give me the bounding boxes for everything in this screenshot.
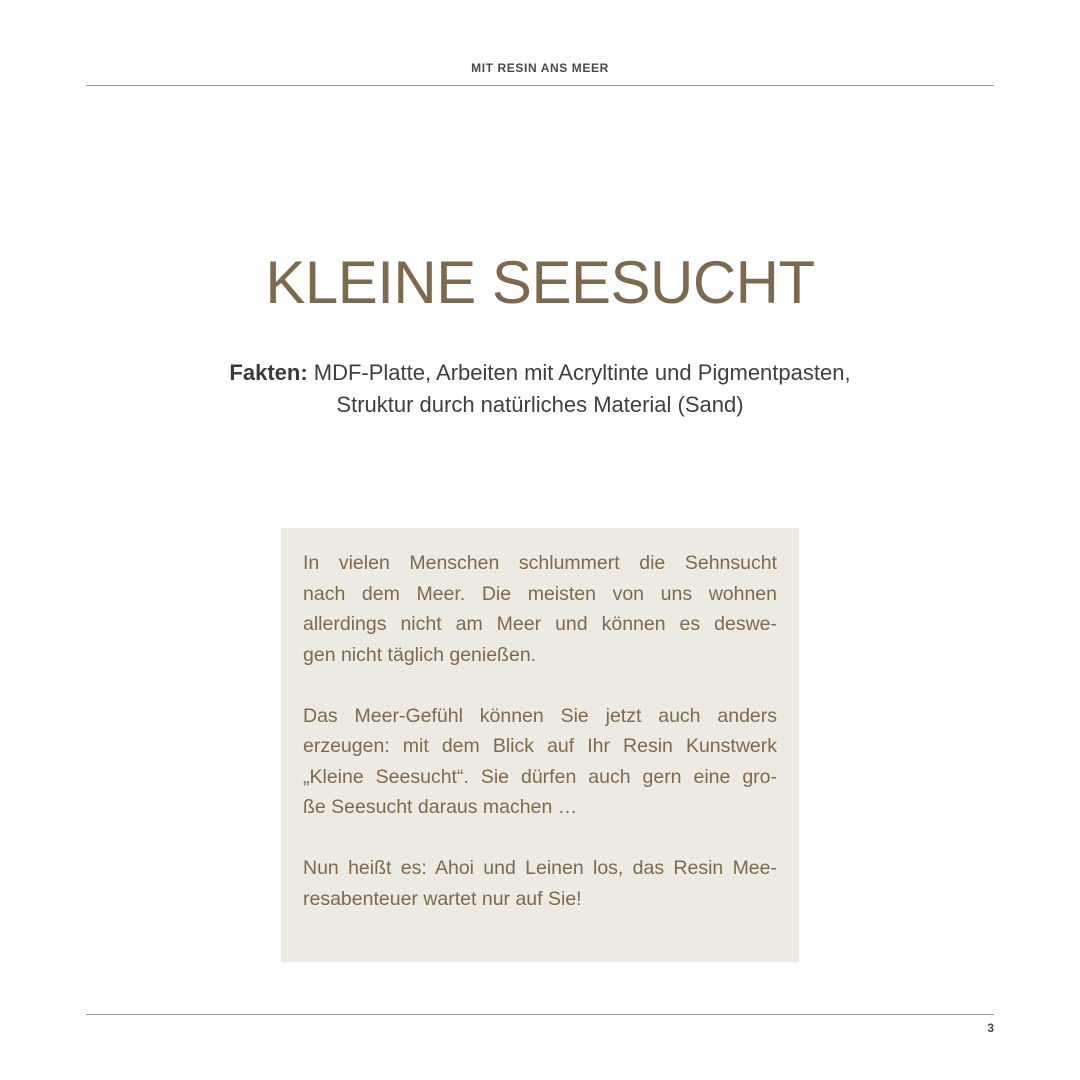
text-line: nach dem Meer. Die meisten von uns wohnen	[303, 582, 777, 605]
facts-label: Fakten:	[229, 360, 308, 385]
text-line: allerdings nicht am Meer und können es deswe-	[303, 613, 777, 635]
text-line: gen nicht täglich genießen.	[303, 643, 537, 666]
text-line: „Kleine Seesucht“. Sie dürfen auch gern eine gro-	[303, 765, 777, 788]
paragraph-1	[303, 548, 777, 670]
text-line: Das Meer-Gefühl können Sie jetzt auch anders	[303, 704, 777, 727]
page-number: 3	[987, 1021, 994, 1035]
facts-line-2: Struktur durch natürliches Material (Sand)	[336, 392, 744, 417]
facts-block	[140, 357, 940, 421]
header-rule	[86, 85, 994, 86]
paragraph-3	[303, 853, 777, 914]
paragraph-2	[303, 701, 777, 823]
text-line: Nun heißt es: Ahoi und Leinen los, das Resin Mee-	[303, 857, 777, 879]
text-line: In vielen Menschen schlummert die Sehnsucht	[303, 552, 777, 574]
running-header: MIT RESIN ANS MEER	[471, 61, 609, 75]
intro-text-box	[281, 528, 799, 962]
text-line: erzeugen: mit dem Blick auf Ihr Resin Kunstwerk	[303, 735, 777, 757]
text-line: resabenteuer wartet nur auf Sie!	[303, 887, 582, 910]
facts-line-1: MDF-Platte, Arbeiten mit Acryltinte und Pigmentpasten,	[307, 360, 851, 385]
page-title: KLEINE SEESUCHT	[265, 249, 815, 316]
footer-rule	[86, 1014, 994, 1015]
text-line: ße Seesucht daraus machen …	[303, 796, 578, 818]
